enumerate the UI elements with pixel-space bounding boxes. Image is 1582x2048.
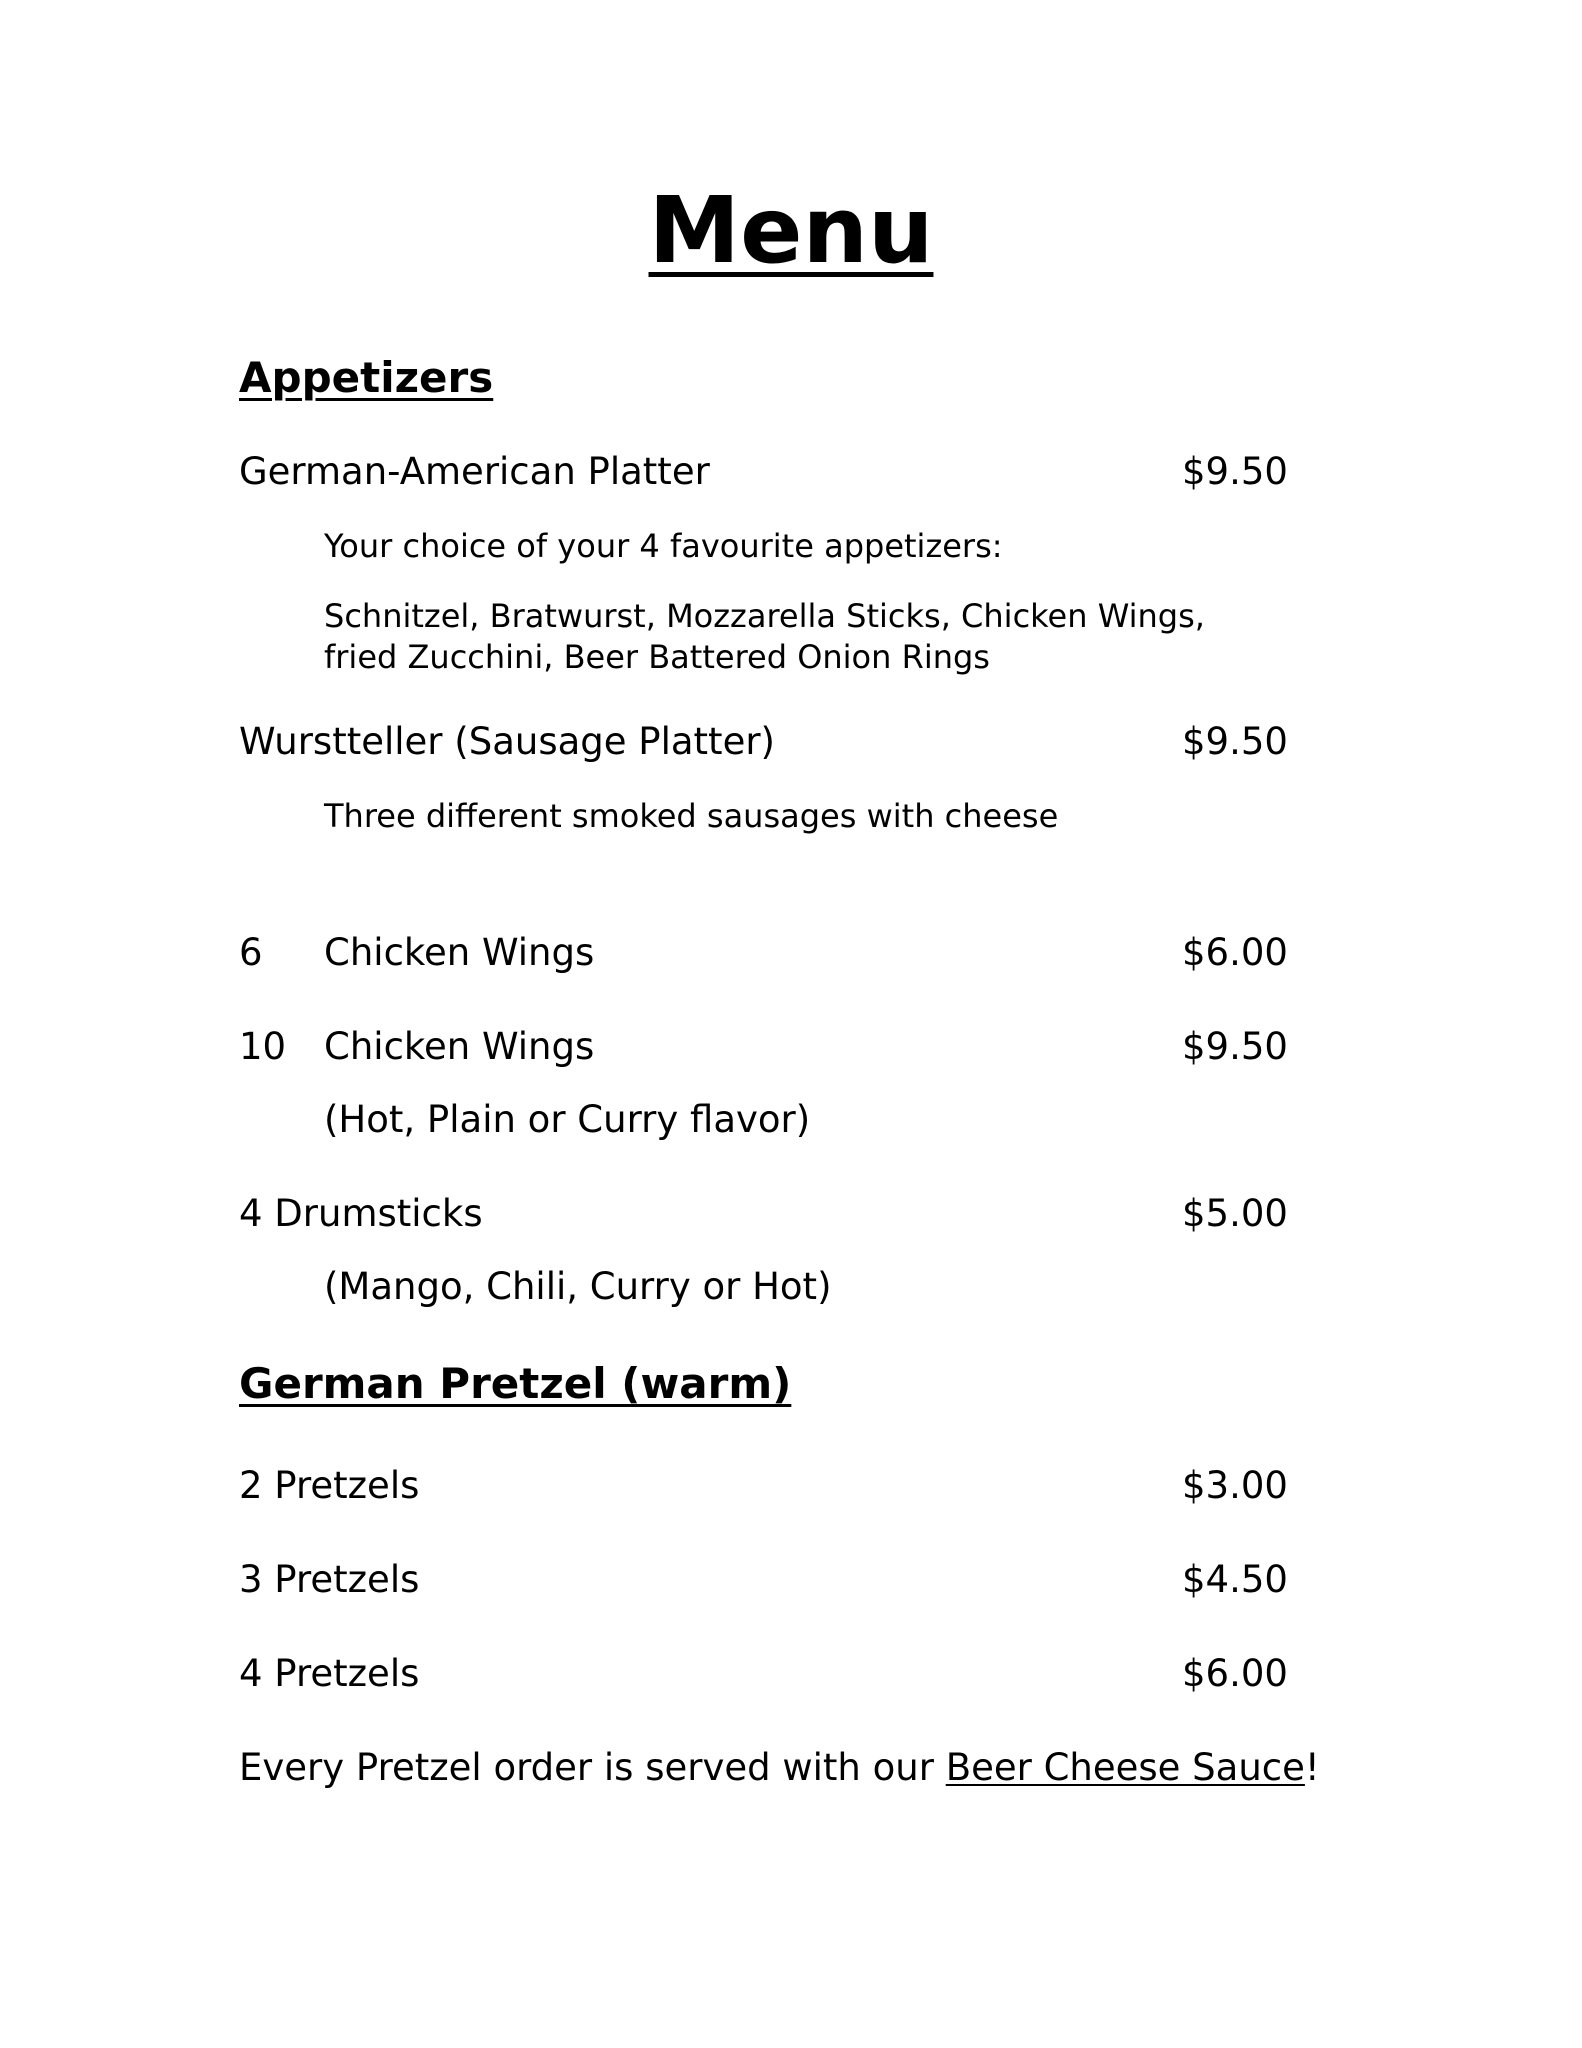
item-name-wurstteller: Wurstteller (Sausage Platter) <box>239 720 775 763</box>
item-name-pretzels-2: 2 Pretzels <box>239 1464 420 1507</box>
item-name-wings-10: Chicken Wings <box>324 1025 595 1068</box>
item-name-german-american-platter: German-American Platter <box>239 450 710 493</box>
pretzel-note-sauce: Beer Cheese Sauce <box>945 1746 1305 1789</box>
pretzel-note-suffix: ! <box>1304 1746 1320 1789</box>
pretzel-note <box>239 1745 1320 1791</box>
page-title: Menu <box>648 177 934 284</box>
item-price-pretzels-3: $4.50 <box>1182 1558 1288 1601</box>
section-heading-appetizers: Appetizers <box>239 353 494 402</box>
item-qty-wings-6: 6 <box>239 931 263 974</box>
item-desc-platter-choices-line2: fried Zucchini, Beer Battered Onion Rings <box>324 638 990 676</box>
item-desc-platter-choices-line1: Schnitzel, Bratwurst, Mozzarella Sticks, Chicken Wings, <box>324 597 1205 635</box>
section-heading-pretzels: German Pretzel (warm) <box>239 1359 792 1408</box>
item-price-wings-10: $9.50 <box>1182 1025 1288 1068</box>
item-desc-platter-intro: Your choice of your 4 favourite appetizers: <box>324 527 1003 565</box>
item-desc-wings-10: (Hot, Plain or Curry flavor) <box>324 1098 811 1141</box>
item-desc-wurstteller: Three different smoked sausages with cheese <box>324 797 1059 835</box>
item-price-drumsticks: $5.00 <box>1182 1192 1288 1235</box>
item-price-wurstteller: $9.50 <box>1182 720 1288 763</box>
item-price-pretzels-2: $3.00 <box>1182 1464 1288 1507</box>
pretzel-note-prefix: Every Pretzel order is served with our <box>239 1746 946 1789</box>
item-price-german-american-platter: $9.50 <box>1182 450 1288 493</box>
item-desc-drumsticks: (Mango, Chili, Curry or Hot) <box>324 1265 832 1308</box>
item-name-wings-6: Chicken Wings <box>324 931 595 974</box>
item-name-pretzels-3: 3 Pretzels <box>239 1558 420 1601</box>
item-price-wings-6: $6.00 <box>1182 931 1288 974</box>
item-qty-wings-10: 10 <box>239 1025 287 1068</box>
item-name-drumsticks: 4 Drumsticks <box>239 1192 483 1235</box>
item-name-pretzels-4: 4 Pretzels <box>239 1652 420 1695</box>
item-price-pretzels-4: $6.00 <box>1182 1652 1288 1695</box>
